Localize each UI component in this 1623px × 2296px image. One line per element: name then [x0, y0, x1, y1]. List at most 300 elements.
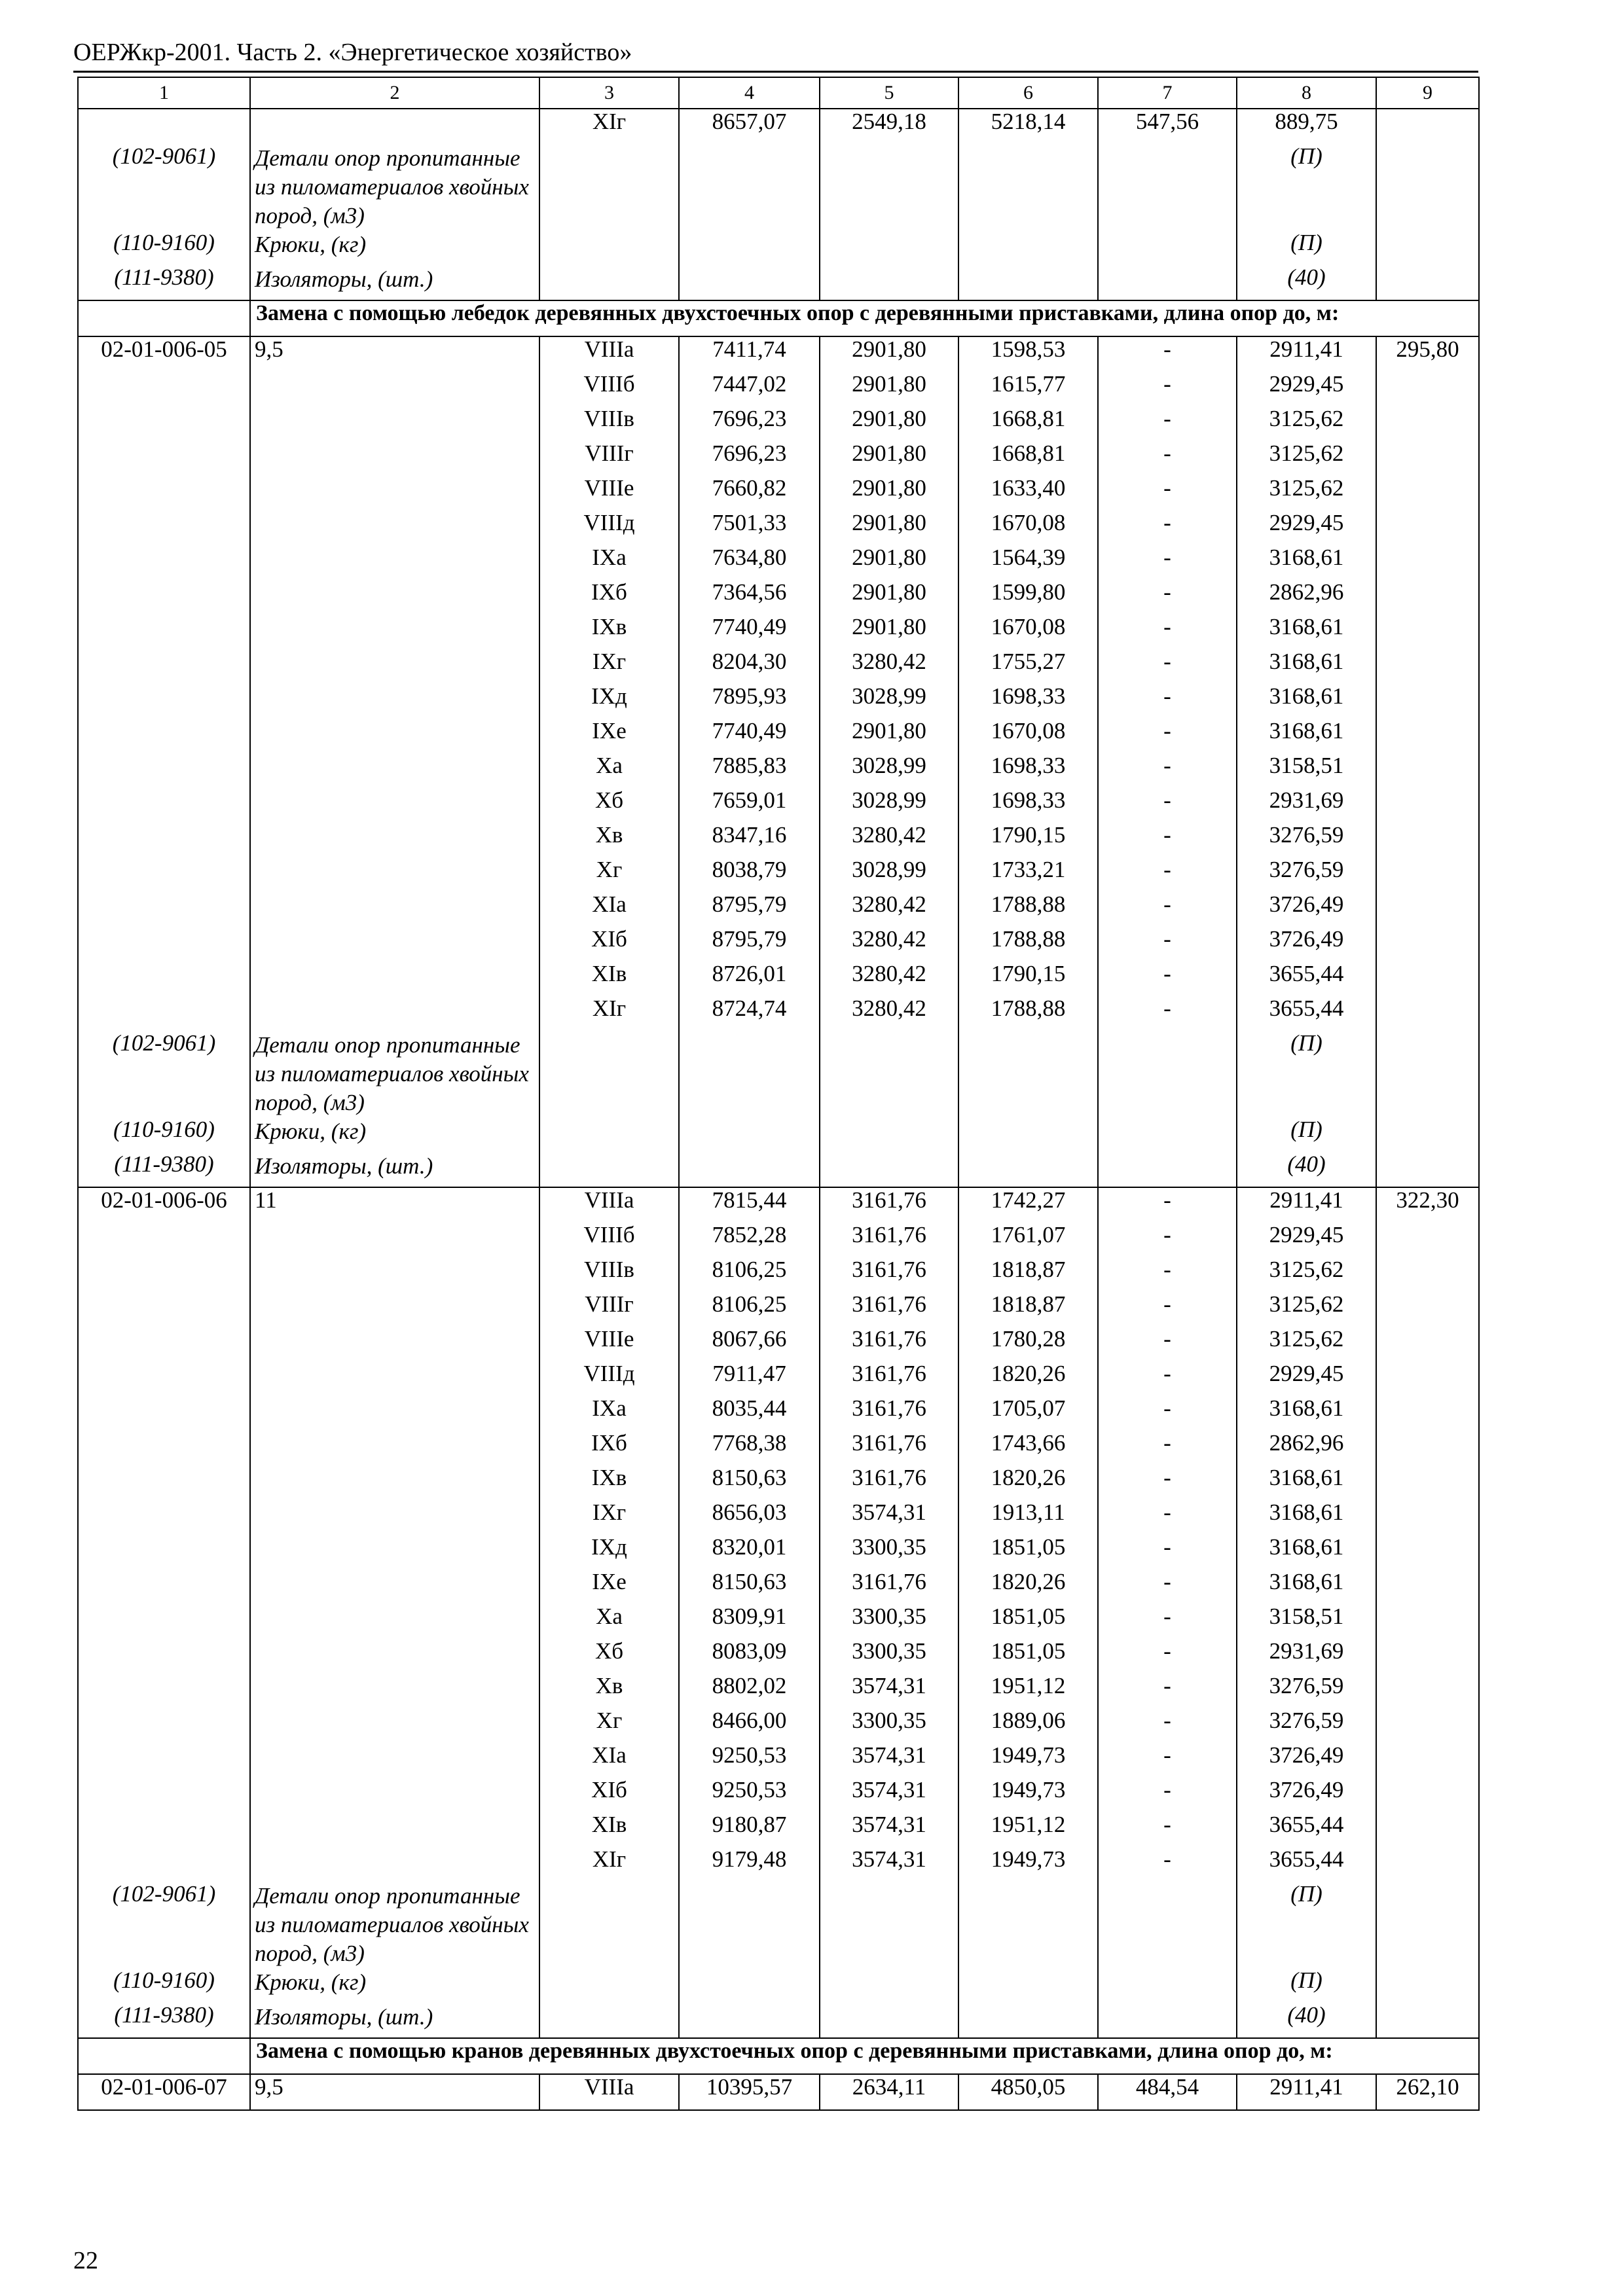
- zone-cell: Xа: [539, 1604, 679, 1639]
- empty-cell: [1376, 144, 1479, 230]
- wage-cell: 3280,42: [820, 961, 958, 996]
- machine-cost-cell: 1949,73: [958, 1743, 1098, 1778]
- material-row: [78, 1882, 1479, 1968]
- empty-cell: [1376, 1117, 1479, 1152]
- machinist-wage-cell: -: [1098, 1500, 1237, 1535]
- machine-cost-cell: 1818,87: [958, 1292, 1098, 1327]
- wage-cell: 3161,76: [820, 1187, 958, 1223]
- material-cost-cell: 3168,61: [1237, 615, 1376, 649]
- total-cost-cell: 8347,16: [679, 823, 820, 857]
- material-cost-cell: 3125,62: [1237, 441, 1376, 476]
- empty-cell: [1098, 2003, 1237, 2038]
- material-cost-cell: 3276,59: [1237, 857, 1376, 892]
- total-cost-cell: 8802,02: [679, 1674, 820, 1708]
- material-cost-cell: 3168,61: [1237, 1396, 1376, 1431]
- material-cost-cell: 3655,44: [1237, 1847, 1376, 1882]
- material-cost-cell: 3726,49: [1237, 892, 1376, 927]
- machine-cost-cell: 1698,33: [958, 788, 1098, 823]
- empty-cell: [1098, 1968, 1237, 2003]
- zone-cell: IXг: [539, 649, 679, 684]
- machinist-wage-cell: -: [1098, 580, 1237, 615]
- material-cost-cell: 3655,44: [1237, 961, 1376, 996]
- wage-cell: 3028,99: [820, 753, 958, 788]
- empty-cell: [1376, 2003, 1479, 2038]
- machine-cost-cell: 1743,66: [958, 1431, 1098, 1465]
- material-cost-cell: 3168,61: [1237, 1570, 1376, 1604]
- rate-row: [78, 1187, 1479, 1223]
- material-cost-cell: 3125,62: [1237, 1292, 1376, 1327]
- wage-cell: 2901,80: [820, 336, 958, 372]
- empty-cell: [539, 1882, 679, 1968]
- column-number: 3: [539, 77, 679, 109]
- wage-cell: 3161,76: [820, 1570, 958, 1604]
- machine-cost-cell: 1668,81: [958, 406, 1098, 441]
- material-quantity: (П): [1237, 1117, 1376, 1152]
- machine-cost-cell: 1668,81: [958, 441, 1098, 476]
- column-number: 2: [250, 77, 539, 109]
- material-code: (110-9160): [78, 1117, 250, 1152]
- section-title: Замена с помощью лебедок деревянных двухстоечных опор с деревянными приставками, длина опор до, м:: [250, 300, 1479, 336]
- empty-cell: [679, 1968, 820, 2003]
- column-number: 4: [679, 77, 820, 109]
- wage-cell: 3280,42: [820, 649, 958, 684]
- material-quantity: (П): [1237, 1968, 1376, 2003]
- machinist-wage-cell: -: [1098, 511, 1237, 545]
- wage-cell: 3028,99: [820, 788, 958, 823]
- page-header: ОЕРЖкр-2001. Часть 2. «Энергетическое хозяйство»: [73, 39, 632, 66]
- machinist-wage-cell: -: [1098, 1674, 1237, 1708]
- rate-parameter: 9,5: [250, 336, 539, 1031]
- wage-cell: 3161,76: [820, 1292, 958, 1327]
- machine-cost-cell: 1698,33: [958, 684, 1098, 719]
- machinist-wage-cell: -: [1098, 996, 1237, 1031]
- machine-cost-cell: 1742,27: [958, 1187, 1098, 1223]
- wage-cell: 3161,76: [820, 1431, 958, 1465]
- material-code: (102-9061): [78, 144, 250, 230]
- material-quantity: (П): [1237, 1882, 1376, 1968]
- empty-cell: [679, 1152, 820, 1187]
- empty-cell: [820, 1031, 958, 1117]
- wage-cell: 3574,31: [820, 1743, 958, 1778]
- total-cost-cell: 7895,93: [679, 684, 820, 719]
- empty-cell: [820, 1152, 958, 1187]
- wage-cell: 2901,80: [820, 441, 958, 476]
- total-cost-cell: 9250,53: [679, 1743, 820, 1778]
- material-cost-cell: 3158,51: [1237, 1604, 1376, 1639]
- material-cost-cell: 2862,96: [1237, 580, 1376, 615]
- material-cost-cell: 2931,69: [1237, 1639, 1376, 1674]
- machine-cost-cell: 1851,05: [958, 1604, 1098, 1639]
- wage-cell: 2901,80: [820, 545, 958, 580]
- zone-cell: IXб: [539, 580, 679, 615]
- rate-parameter: 11: [250, 1187, 539, 1882]
- machine-cost-cell: 1633,40: [958, 476, 1098, 511]
- machine-cost-cell: 1705,07: [958, 1396, 1098, 1431]
- machinist-wage-cell: 547,56: [1098, 109, 1237, 144]
- rates-table: [77, 77, 1480, 2111]
- machinist-wage-cell: -: [1098, 823, 1237, 857]
- empty-cell: [958, 1968, 1098, 2003]
- rate-parameter: 9,5: [250, 2074, 539, 2110]
- empty-cell: [958, 1117, 1098, 1152]
- empty-cell: [820, 230, 958, 265]
- labor-cost-cell: 322,30: [1376, 1187, 1479, 1882]
- zone-cell: VIIIа: [539, 336, 679, 372]
- zone-cell: Xв: [539, 1674, 679, 1708]
- machinist-wage-cell: -: [1098, 336, 1237, 372]
- column-number: 7: [1098, 77, 1237, 109]
- wage-cell: 3574,31: [820, 1674, 958, 1708]
- machine-cost-cell: 4850,05: [958, 2074, 1098, 2110]
- material-code: (111-9380): [78, 265, 250, 300]
- zone-cell: XIг: [539, 1847, 679, 1882]
- machinist-wage-cell: -: [1098, 857, 1237, 892]
- material-cost-cell: 2911,41: [1237, 336, 1376, 372]
- wage-cell: 3280,42: [820, 996, 958, 1031]
- empty-cell: [1098, 144, 1237, 230]
- wage-cell: 3574,31: [820, 1812, 958, 1847]
- zone-cell: VIIIв: [539, 1257, 679, 1292]
- empty-cell: [250, 109, 539, 144]
- rate-code: 02-01-006-07: [78, 2074, 250, 2110]
- wage-cell: 3028,99: [820, 857, 958, 892]
- total-cost-cell: 7768,38: [679, 1431, 820, 1465]
- material-name: Изоляторы, (шт.): [250, 265, 539, 300]
- empty-cell: [820, 265, 958, 300]
- zone-cell: XIв: [539, 961, 679, 996]
- empty-cell: [78, 300, 250, 336]
- empty-cell: [958, 230, 1098, 265]
- zone-cell: XIб: [539, 927, 679, 961]
- empty-cell: [539, 230, 679, 265]
- page-number: 22: [73, 2247, 98, 2274]
- machinist-wage-cell: -: [1098, 1743, 1237, 1778]
- machinist-wage-cell: -: [1098, 1327, 1237, 1361]
- machine-cost-cell: 5218,14: [958, 109, 1098, 144]
- material-cost-cell: 3726,49: [1237, 1778, 1376, 1812]
- empty-cell: [1098, 1031, 1237, 1117]
- machine-cost-cell: 1818,87: [958, 1257, 1098, 1292]
- wage-cell: 3574,31: [820, 1778, 958, 1812]
- column-number: 5: [820, 77, 958, 109]
- empty-cell: [958, 1882, 1098, 1968]
- total-cost-cell: 9250,53: [679, 1778, 820, 1812]
- material-quantity: (П): [1237, 1031, 1376, 1117]
- material-cost-cell: 3168,61: [1237, 1535, 1376, 1570]
- wage-cell: 2901,80: [820, 406, 958, 441]
- total-cost-cell: 7634,80: [679, 545, 820, 580]
- wage-cell: 3280,42: [820, 927, 958, 961]
- total-cost-cell: 8106,25: [679, 1257, 820, 1292]
- machinist-wage-cell: -: [1098, 372, 1237, 406]
- rate-code: 02-01-006-06: [78, 1187, 250, 1882]
- labor-cost-cell: 295,80: [1376, 336, 1479, 1031]
- zone-cell: Xг: [539, 1708, 679, 1743]
- machinist-wage-cell: -: [1098, 1778, 1237, 1812]
- total-cost-cell: 8320,01: [679, 1535, 820, 1570]
- machine-cost-cell: 1820,26: [958, 1361, 1098, 1396]
- wage-cell: 3280,42: [820, 823, 958, 857]
- material-cost-cell: 2929,45: [1237, 1223, 1376, 1257]
- empty-cell: [539, 265, 679, 300]
- machinist-wage-cell: -: [1098, 961, 1237, 996]
- wage-cell: 3161,76: [820, 1327, 958, 1361]
- material-name: Детали опор пропитанные из пиломатериалов хвойных пород, (м3): [250, 1031, 539, 1117]
- wage-cell: 3300,35: [820, 1535, 958, 1570]
- total-cost-cell: 7696,23: [679, 441, 820, 476]
- wage-cell: 2634,11: [820, 2074, 958, 2110]
- machinist-wage-cell: -: [1098, 476, 1237, 511]
- empty-cell: [679, 230, 820, 265]
- material-cost-cell: 3125,62: [1237, 1257, 1376, 1292]
- wage-cell: 2901,80: [820, 511, 958, 545]
- material-cost-cell: 3726,49: [1237, 927, 1376, 961]
- zone-cell: XIа: [539, 1743, 679, 1778]
- wage-cell: 3280,42: [820, 892, 958, 927]
- material-row: [78, 1117, 1479, 1152]
- zone-cell: Xб: [539, 1639, 679, 1674]
- wage-cell: 2901,80: [820, 476, 958, 511]
- total-cost-cell: 9179,48: [679, 1847, 820, 1882]
- material-code: (110-9160): [78, 1968, 250, 2003]
- machinist-wage-cell: -: [1098, 1292, 1237, 1327]
- machine-cost-cell: 1949,73: [958, 1778, 1098, 1812]
- material-cost-cell: 2911,41: [1237, 1187, 1376, 1223]
- material-row: [78, 1031, 1479, 1117]
- zone-cell: IXе: [539, 1570, 679, 1604]
- empty-cell: [1376, 265, 1479, 300]
- zone-cell: VIIIа: [539, 1187, 679, 1223]
- empty-cell: [78, 109, 250, 144]
- material-row: [78, 1152, 1479, 1187]
- zone-cell: Xа: [539, 753, 679, 788]
- machinist-wage-cell: -: [1098, 788, 1237, 823]
- machinist-wage-cell: -: [1098, 1535, 1237, 1570]
- empty-cell: [820, 1117, 958, 1152]
- machinist-wage-cell: -: [1098, 1708, 1237, 1743]
- machine-cost-cell: 1788,88: [958, 927, 1098, 961]
- empty-cell: [539, 2003, 679, 2038]
- total-cost-cell: 7696,23: [679, 406, 820, 441]
- machine-cost-cell: 1780,28: [958, 1327, 1098, 1361]
- machine-cost-cell: 1788,88: [958, 892, 1098, 927]
- machinist-wage-cell: -: [1098, 1223, 1237, 1257]
- material-cost-cell: 889,75: [1237, 109, 1376, 144]
- wage-cell: 3300,35: [820, 1639, 958, 1674]
- empty-cell: [1098, 230, 1237, 265]
- total-cost-cell: 8795,79: [679, 927, 820, 961]
- machine-cost-cell: 1698,33: [958, 753, 1098, 788]
- wage-cell: 2901,80: [820, 615, 958, 649]
- empty-cell: [679, 1117, 820, 1152]
- zone-cell: VIIIд: [539, 1361, 679, 1396]
- total-cost-cell: 7815,44: [679, 1187, 820, 1223]
- machine-cost-cell: 1951,12: [958, 1812, 1098, 1847]
- wage-cell: 3574,31: [820, 1500, 958, 1535]
- material-cost-cell: 2929,45: [1237, 372, 1376, 406]
- empty-cell: [539, 1031, 679, 1117]
- machine-cost-cell: 1670,08: [958, 719, 1098, 753]
- material-name: Крюки, (кг): [250, 230, 539, 265]
- empty-cell: [958, 1031, 1098, 1117]
- machine-cost-cell: 1790,15: [958, 823, 1098, 857]
- rate-row: [78, 336, 1479, 372]
- machinist-wage-cell: -: [1098, 1431, 1237, 1465]
- wage-cell: 3161,76: [820, 1223, 958, 1257]
- machine-cost-cell: 1851,05: [958, 1639, 1098, 1674]
- total-cost-cell: 8309,91: [679, 1604, 820, 1639]
- machine-cost-cell: 1599,80: [958, 580, 1098, 615]
- material-code: (102-9061): [78, 1031, 250, 1117]
- empty-cell: [820, 144, 958, 230]
- machinist-wage-cell: -: [1098, 1465, 1237, 1500]
- zone-cell: IXг: [539, 1500, 679, 1535]
- total-cost-cell: 8204,30: [679, 649, 820, 684]
- empty-cell: [679, 2003, 820, 2038]
- machinist-wage-cell: -: [1098, 1396, 1237, 1431]
- material-row: [78, 144, 1479, 230]
- zone-cell: IXб: [539, 1431, 679, 1465]
- wage-cell: 3300,35: [820, 1604, 958, 1639]
- material-name: Изоляторы, (шт.): [250, 2003, 539, 2038]
- zone-cell: Xв: [539, 823, 679, 857]
- machine-cost-cell: 1790,15: [958, 961, 1098, 996]
- header-rule: [73, 71, 1478, 73]
- total-cost-cell: 7364,56: [679, 580, 820, 615]
- zone-cell: XIа: [539, 892, 679, 927]
- machinist-wage-cell: -: [1098, 649, 1237, 684]
- machinist-wage-cell: -: [1098, 684, 1237, 719]
- empty-cell: [1376, 1031, 1479, 1117]
- empty-cell: [1376, 109, 1479, 144]
- zone-cell: VIIIб: [539, 372, 679, 406]
- material-cost-cell: 3168,61: [1237, 649, 1376, 684]
- zone-cell: VIIIе: [539, 476, 679, 511]
- zone-cell: XIг: [539, 109, 679, 144]
- empty-cell: [1098, 1152, 1237, 1187]
- empty-cell: [1376, 1152, 1479, 1187]
- material-code: (111-9380): [78, 1152, 250, 1187]
- material-cost-cell: 2911,41: [1237, 2074, 1376, 2110]
- material-cost-cell: 3125,62: [1237, 406, 1376, 441]
- total-cost-cell: 8657,07: [679, 109, 820, 144]
- material-cost-cell: 2862,96: [1237, 1431, 1376, 1465]
- machinist-wage-cell: -: [1098, 406, 1237, 441]
- zone-cell: IXд: [539, 1535, 679, 1570]
- machine-cost-cell: 1598,53: [958, 336, 1098, 372]
- material-cost-cell: 2929,45: [1237, 511, 1376, 545]
- zone-cell: IXа: [539, 1396, 679, 1431]
- empty-cell: [820, 2003, 958, 2038]
- machine-cost-cell: 1788,88: [958, 996, 1098, 1031]
- total-cost-cell: 8656,03: [679, 1500, 820, 1535]
- machine-cost-cell: 1889,06: [958, 1708, 1098, 1743]
- rate-row: [78, 2074, 1479, 2110]
- total-cost-cell: 8038,79: [679, 857, 820, 892]
- machine-cost-cell: 1949,73: [958, 1847, 1098, 1882]
- total-cost-cell: 8466,00: [679, 1708, 820, 1743]
- machinist-wage-cell: -: [1098, 719, 1237, 753]
- empty-cell: [679, 265, 820, 300]
- machinist-wage-cell: -: [1098, 545, 1237, 580]
- machinist-wage-cell: -: [1098, 1570, 1237, 1604]
- machine-cost-cell: 1761,07: [958, 1223, 1098, 1257]
- total-cost-cell: 8035,44: [679, 1396, 820, 1431]
- wage-cell: 3161,76: [820, 1361, 958, 1396]
- empty-cell: [679, 1031, 820, 1117]
- zone-cell: VIIIг: [539, 1292, 679, 1327]
- empty-cell: [539, 1152, 679, 1187]
- empty-cell: [679, 1882, 820, 1968]
- machinist-wage-cell: -: [1098, 1257, 1237, 1292]
- wage-cell: 3300,35: [820, 1708, 958, 1743]
- machinist-wage-cell: -: [1098, 927, 1237, 961]
- empty-cell: [958, 1152, 1098, 1187]
- material-cost-cell: 3655,44: [1237, 1812, 1376, 1847]
- empty-cell: [78, 2038, 250, 2074]
- total-cost-cell: 8795,79: [679, 892, 820, 927]
- empty-cell: [1098, 1882, 1237, 1968]
- column-number-row: [78, 77, 1479, 109]
- material-code: (102-9061): [78, 1882, 250, 1968]
- material-name: Изоляторы, (шт.): [250, 1152, 539, 1187]
- wage-cell: 2901,80: [820, 372, 958, 406]
- total-cost-cell: 8067,66: [679, 1327, 820, 1361]
- zone-cell: VIIIб: [539, 1223, 679, 1257]
- empty-cell: [820, 1882, 958, 1968]
- zone-cell: VIIIа: [539, 2074, 679, 2110]
- total-cost-cell: 8083,09: [679, 1639, 820, 1674]
- total-cost-cell: 8150,63: [679, 1570, 820, 1604]
- column-number: 8: [1237, 77, 1376, 109]
- empty-cell: [1098, 1117, 1237, 1152]
- table-body: [78, 77, 1479, 2110]
- total-cost-cell: 7911,47: [679, 1361, 820, 1396]
- total-cost-cell: 7885,83: [679, 753, 820, 788]
- material-quantity: (40): [1237, 265, 1376, 300]
- machine-cost-cell: 1615,77: [958, 372, 1098, 406]
- total-cost-cell: 7852,28: [679, 1223, 820, 1257]
- zone-cell: VIIIв: [539, 406, 679, 441]
- column-number: 9: [1376, 77, 1479, 109]
- total-cost-cell: 8150,63: [679, 1465, 820, 1500]
- zone-cell: XIб: [539, 1778, 679, 1812]
- zone-cell: VIIIг: [539, 441, 679, 476]
- material-cost-cell: 3158,51: [1237, 753, 1376, 788]
- material-row: [78, 2003, 1479, 2038]
- machine-cost-cell: 1733,21: [958, 857, 1098, 892]
- material-name: Детали опор пропитанные из пиломатериалов хвойных пород, (м3): [250, 144, 539, 230]
- labor-cost-cell: 262,10: [1376, 2074, 1479, 2110]
- material-code: (111-9380): [78, 2003, 250, 2038]
- machinist-wage-cell: -: [1098, 1847, 1237, 1882]
- material-cost-cell: 3168,61: [1237, 719, 1376, 753]
- wage-cell: 3161,76: [820, 1257, 958, 1292]
- total-cost-cell: 8724,74: [679, 996, 820, 1031]
- material-cost-cell: 3655,44: [1237, 996, 1376, 1031]
- material-row: [78, 230, 1479, 265]
- empty-cell: [958, 265, 1098, 300]
- wage-cell: 2549,18: [820, 109, 958, 144]
- section-title: Замена с помощью кранов деревянных двухстоечных опор с деревянными приставками, длина опор до, м:: [250, 2038, 1479, 2074]
- material-cost-cell: 3125,62: [1237, 476, 1376, 511]
- material-cost-cell: 3125,62: [1237, 1327, 1376, 1361]
- material-cost-cell: 3276,59: [1237, 823, 1376, 857]
- empty-cell: [539, 1968, 679, 2003]
- material-cost-cell: 2929,45: [1237, 1361, 1376, 1396]
- zone-cell: XIв: [539, 1812, 679, 1847]
- material-cost-cell: 3168,61: [1237, 545, 1376, 580]
